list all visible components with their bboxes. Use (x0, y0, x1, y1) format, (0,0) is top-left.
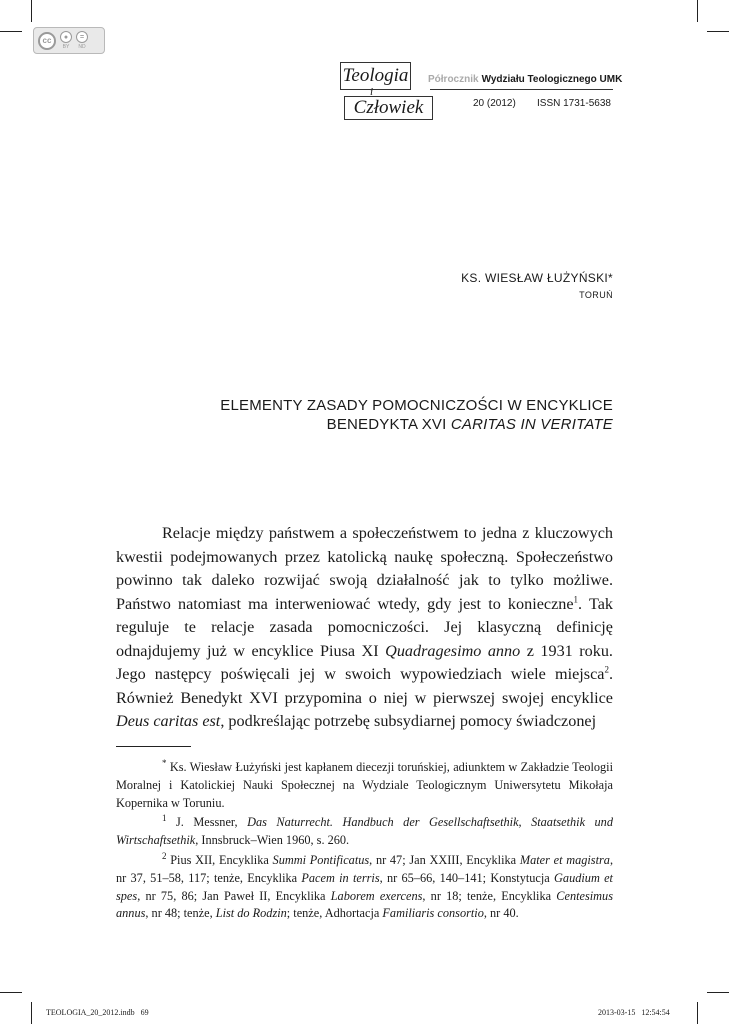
crop-mark-top-right-h (707, 31, 729, 32)
printer-slug-datetime: 2013-03-15 12:54:54 (598, 1008, 670, 1017)
body-paragraph: Relacje między państwem a społeczeństwem to jedna z kluczowych kwestii podejmowanych przez katolicką naukę społeczną. Społeczeństwo powinno tak daleko rozwijać swoją działalność jak to tylko możliwe. Państwo natomiast ma interweniować wtedy, gdy jest to konieczne$^1$. Tak reguluje te relacje zasada pomocniczości. Jej klasyczną definicję odnajdujemy już w encyklice Piusa XI Quadragesimo anno z 1931 roku. Jego następcy poświęcali jej w swoich wypowiedziach wiele miejsca$^2$. Również Benedykt XVI przypomina o niej w pierwszej swojej encyklice Deus caritas est, podkreślając potrzebę subsydiarnej pomocy świadczonej (116, 524, 613, 730)
person-icon: ● (60, 31, 72, 43)
journal-logo-top: Teologia (340, 62, 411, 90)
crop-mark-bottom-left-h (0, 992, 22, 993)
article-title-line-2 (327, 416, 613, 433)
printer-slug-file: TEOLOGIA_20_2012.indb 69 (46, 1008, 149, 1017)
author-affiliation: TORUŃ (579, 290, 613, 300)
journal-volume: 20 (2012) (473, 98, 516, 109)
crop-mark-bottom-right-v (697, 1002, 698, 1024)
cc-by-label: BY (62, 44, 70, 50)
journal-header-rule (430, 89, 613, 90)
crop-mark-top-left-h (0, 31, 22, 32)
author-name: KS. WIESŁAW ŁUŻYŃSKI* (461, 271, 613, 285)
article-title-plain: BENEDYKTA XVI (326, 416, 451, 433)
journal-logo-bottom: Człowiek (344, 96, 433, 120)
cc-by (60, 31, 72, 50)
footnote-separator (116, 746, 191, 747)
cc-nd-label: ND (78, 44, 86, 50)
journal-issn: ISSN 1731-5638 (537, 98, 611, 109)
footnotes (116, 759, 613, 925)
crop-mark-bottom-left-v (31, 1002, 32, 1024)
cc-license-badge[interactable] (33, 27, 105, 54)
footnote-ref-1[interactable]: 1 (573, 594, 579, 605)
journal-publisher-line (428, 74, 622, 85)
footnote-ref-2[interactable]: 2 (604, 664, 609, 675)
crop-mark-top-right-v (697, 0, 698, 22)
cc-nd (76, 31, 88, 50)
footnote-author: * Ks. Wiesław Łużyński jest kapłanem diecezji toruńskiej, adiunktem w Zakładzie Teologii Moralnej i Katolickiej Nauki Społecznej na Wydziale Teologicznym Uniwersytetu Mikołaja Kopernika w Toruniu. (116, 757, 613, 810)
crop-mark-top-left-v (31, 0, 32, 22)
crop-mark-bottom-right-h (707, 992, 729, 993)
article-title-line-1: ELEMENTY ZASADY POMOCNICZOŚCI W ENCYKLICE (220, 397, 613, 414)
journal-logo-conjunction: i (370, 86, 374, 98)
equals-icon: = (76, 31, 88, 43)
cc-icon: cc (38, 32, 56, 50)
article-title-italic: CARITAS IN VERITATE (450, 416, 613, 433)
footnote-2: $^2$ Pius XII, Encyklika Summi Pontificatus, nr 47; Jan XXIII, Encyklika Mater et magistra, nr 37, 51–58, 117; tenże, Encyklika Pacem in terris, nr 65–66, 140–141; Konstytucja Gaudium et spes, nr 75, 86; Jan Paweł II, Encyklika Laborem exercens, nr 18; tenże, Encyklika Centesimus annus, nr 48; tenże, List do Rodzin; tenże, Adhortacja Familiaris consortio, nr 40. (116, 850, 614, 921)
journal-publisher: Wydziału Teologicznego UMK (481, 74, 623, 85)
journal-type: Półrocznik (428, 74, 479, 85)
footnote-1: $^1$ J. Messner, Das Naturrecht. Handbuch der Gesellschaftsethik, Staatsethik und Wirtschaftsethik, Innsbruck–Wien 1960, s. 260. (116, 813, 613, 848)
